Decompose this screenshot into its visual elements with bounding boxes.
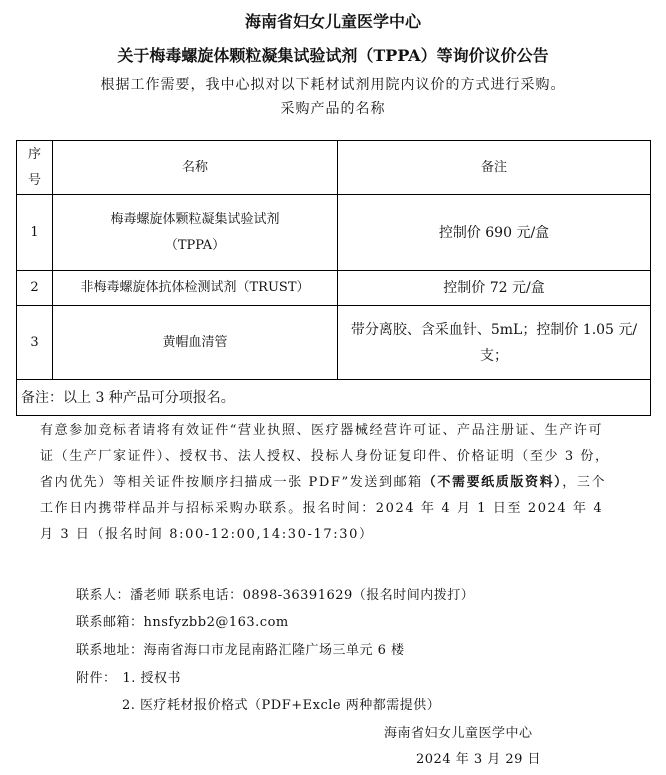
row-note <box>338 306 651 380</box>
header-seq-line1: 序 <box>27 146 41 162</box>
row-seq: 2 <box>17 271 53 306</box>
signature-date: 2024 年 3 月 29 日 <box>416 752 542 767</box>
header-name: 名称 <box>53 141 338 195</box>
contact-email-line <box>76 611 289 630</box>
instruction-paragraph <box>40 418 610 548</box>
row-seq: 1 <box>17 195 53 271</box>
signature-org: 海南省妇女儿童医学中心 <box>384 726 533 741</box>
org-heading: 海南省妇女儿童医学中心 <box>244 12 421 31</box>
attachment-line1 <box>76 667 181 686</box>
intro-line: 根据工作需要，我中心拟对以下耗材试剂用院内议价的方式进行采购。 <box>100 77 566 93</box>
product-table <box>16 140 651 416</box>
table-remark-row <box>17 380 651 416</box>
instruction-text-b: ，三个工作日内携带样品并与招标采购办联系。报名时间：2024 年 4 月 1 日至 2024 年 4 月 3 日（报名时间 8:00-12:00,14:30-17:30） <box>40 475 607 542</box>
row-name-line1: 梅毒螺旋体颗粒凝集试验试剂 <box>110 211 280 227</box>
row-note: 控制价 72 元/盒 <box>338 271 651 306</box>
header-seq <box>17 141 53 195</box>
table-row <box>17 195 651 271</box>
instruction-text-a: 有意参加竞标者请将有效证件“营业执照、医疗器械经营许可证、产品注册证、生产许可证（生产厂家证件）、授权书、法人授权、投标人身份证复印件、价格证明（至少 3 份，省内优先）等相关证件按顺序扫描成一张 PDF”发送到邮箱 <box>40 423 610 490</box>
row-note: 控制价 690 元/盒 <box>338 195 651 271</box>
row-note-line2: 支； <box>480 347 508 364</box>
contact-address: 联系地址：海南省海口市龙昆南路汇隆广场三单元 6 楼 <box>76 643 405 658</box>
row-name <box>53 195 338 271</box>
table-row <box>17 271 651 306</box>
attachment-item-1: 1. 授权书 <box>122 671 182 686</box>
header-seq-line2: 号 <box>27 172 41 188</box>
row-name-line2: （TPPA） <box>164 237 226 253</box>
row-name: 非梅毒螺旋体抗体检测试剂（TRUST） <box>53 271 338 306</box>
intro-subheading: 采购产品的名称 <box>280 101 386 117</box>
contact-person: 联系人：潘老师 联系电话：0898-36391629（报名时间内拨打） <box>76 588 475 603</box>
instruction-text-bold: （不需要纸质版资料） <box>422 475 563 490</box>
table-header-row <box>17 141 651 195</box>
header-note: 备注 <box>338 141 651 195</box>
row-seq: 3 <box>17 306 53 380</box>
attachment-label: 附件： <box>76 671 117 686</box>
attachment-item-2: 2. 医疗耗材报价格式（PDF+Excle 两种都需提供） <box>122 698 441 713</box>
row-note-line1: 带分离胶、含采血针、5mL；控制价 1.05 元/ <box>350 321 638 338</box>
row-name: 黄帽血清管 <box>53 306 338 380</box>
contact-email-label: 联系邮箱： <box>76 615 144 630</box>
table-row <box>17 306 651 380</box>
table-remark: 备注：以上 3 种产品可分项报名。 <box>17 380 651 416</box>
contact-email: hnsfyzbb2@163.com <box>143 615 289 630</box>
notice-title: 关于梅毒螺旋体颗粒凝集试验试剂（TPPA）等询价议价公告 <box>117 46 549 65</box>
